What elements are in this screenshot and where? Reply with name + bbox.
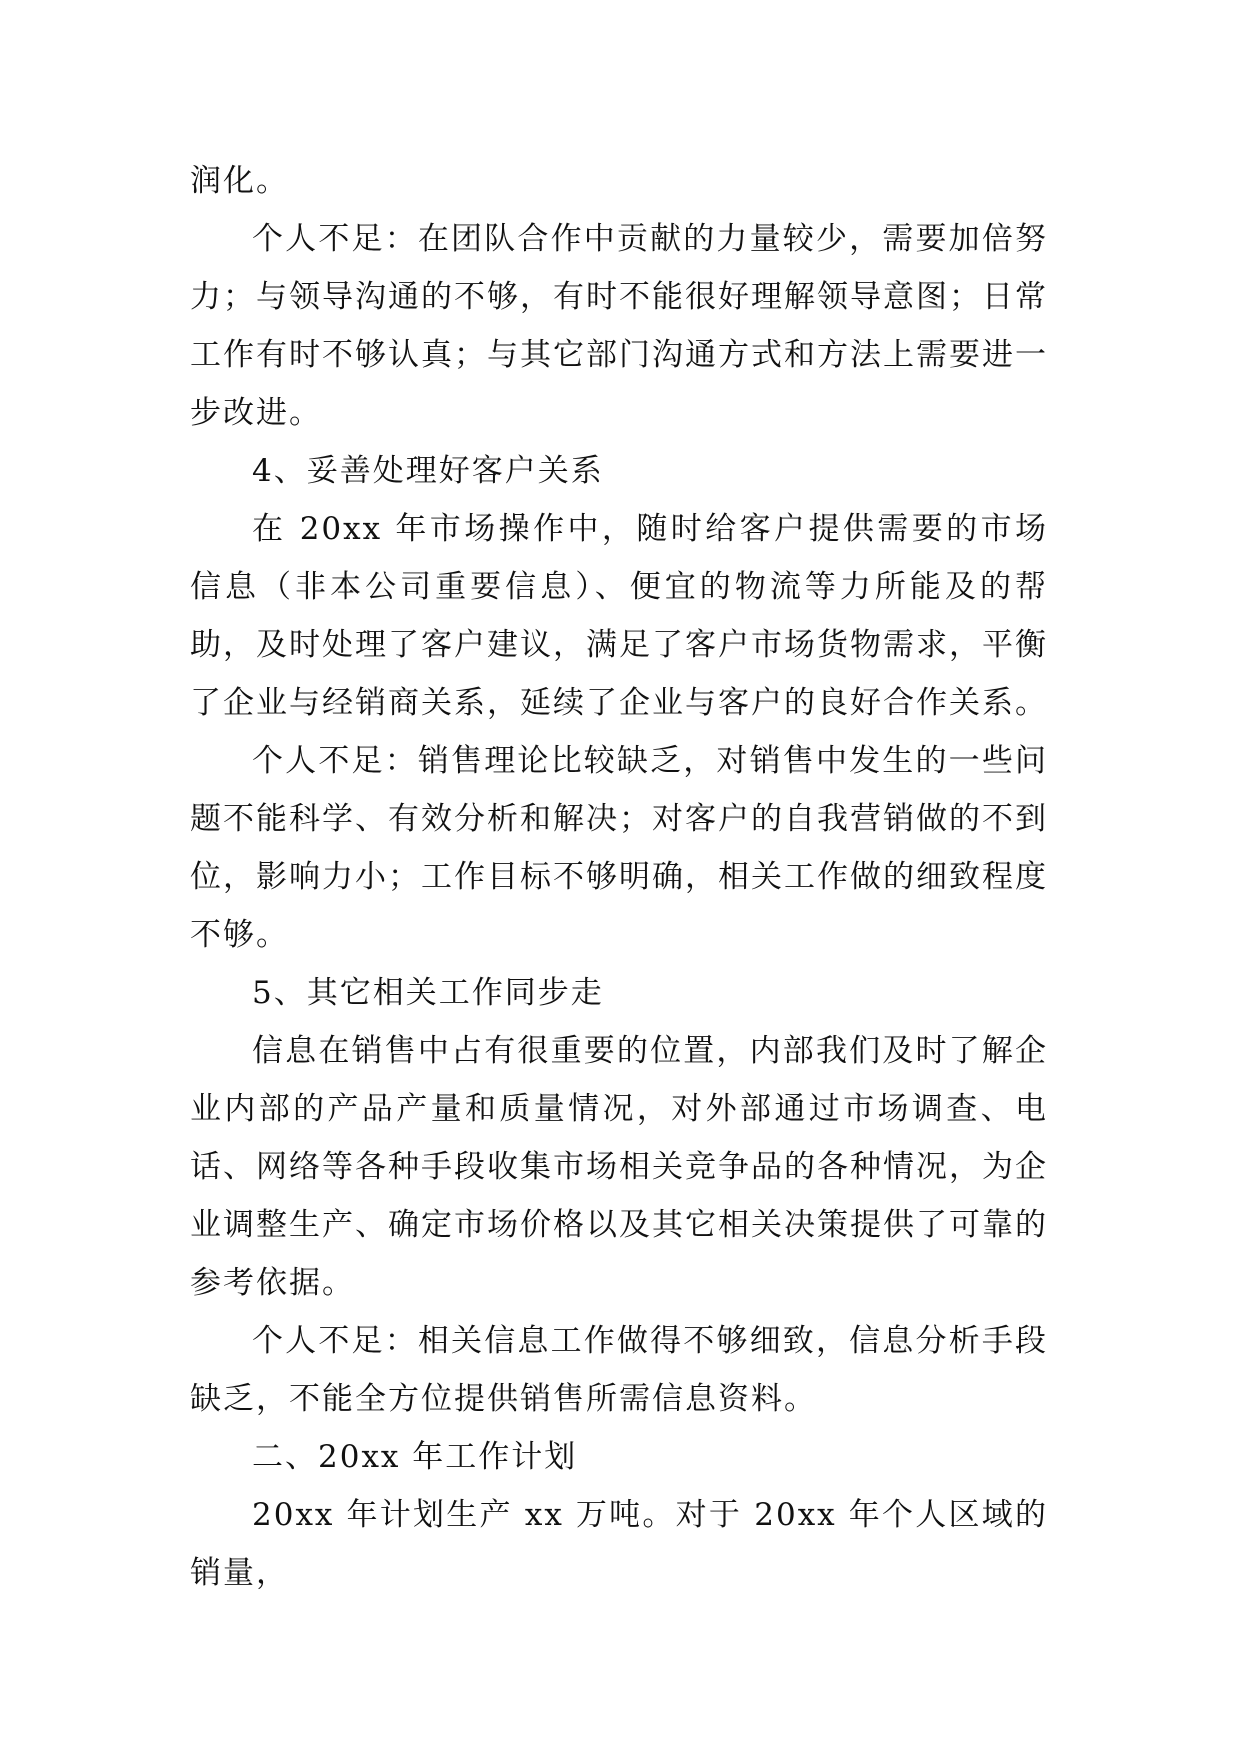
document-body <box>190 152 1048 1602</box>
paragraph-continuation: 润化。 <box>190 163 289 199</box>
section-heading-work-plan: 二、20xx 年工作计划 <box>252 1439 578 1475</box>
paragraph-shortcoming-teamwork: 个人不足：在团队合作中贡献的力量较少，需要加倍努力；与领导沟通的不够，有时不能很好理解领导意图；日常工作有时不够认真；与其它部门沟通方式和方法上需要进一步改进。 <box>190 221 1048 431</box>
section-heading-customer-relations: 4、妥善处理好客户关系 <box>252 453 604 489</box>
paragraph-production-plan: 20xx 年计划生产 xx 万吨。对于 20xx 年个人区域的销量， <box>190 1497 1048 1591</box>
section-heading-other-work: 5、其它相关工作同步走 <box>252 975 604 1011</box>
paragraph-shortcoming-information: 个人不足：相关信息工作做得不够细致，信息分析手段缺乏，不能全方位提供销售所需信息资料。 <box>190 1323 1048 1417</box>
paragraph-information-work: 信息在销售中占有很重要的位置，内部我们及时了解企业内部的产品产量和质量情况，对外部通过市场调查、电话、网络等各种手段收集市场相关竞争品的各种情况，为企业调整生产、确定市场价格以及其它相关决策提供了可靠的参考依据。 <box>190 1033 1048 1301</box>
paragraph-customer-relations: 在 20xx 年市场操作中，随时给客户提供需要的市场信息（非本公司重要信息）、便宜的物流等力所能及的帮助，及时处理了客户建议，满足了客户市场货物需求，平衡了企业与经销商关系，延续了企业与客户的良好合作关系。 <box>190 511 1048 721</box>
paragraph-shortcoming-sales-theory: 个人不足：销售理论比较缺乏，对销售中发生的一些问题不能科学、有效分析和解决；对客户的自我营销做的不到位，影响力小；工作目标不够明确，相关工作做的细致程度不够。 <box>190 743 1048 953</box>
